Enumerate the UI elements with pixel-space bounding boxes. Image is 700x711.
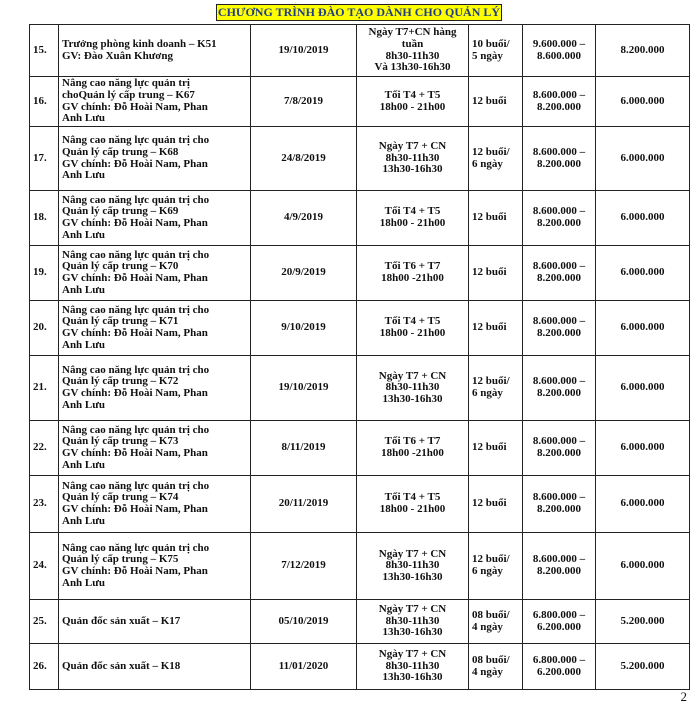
session-count: 12 buổi/ 6 ngày — [469, 533, 523, 600]
list-price: 8.600.000 – 8.200.000 — [523, 301, 596, 356]
course-name: Quản đốc sản xuất – K18 — [59, 644, 251, 690]
list-price: 8.600.000 – 8.200.000 — [523, 533, 596, 600]
row-number: 17. — [30, 127, 59, 191]
schedule-time: Tối T6 + T7 18h00 -21h00 — [357, 421, 469, 476]
table-row — [30, 246, 690, 301]
course-name: Nâng cao năng lực quản trị cho Quản lý cấp trung – K70 GV chính: Đỗ Hoài Nam, Phan Anh Lưu — [59, 246, 251, 301]
start-date: 19/10/2019 — [251, 356, 357, 421]
discount-price: 6.000.000 — [596, 246, 690, 301]
discount-price: 6.000.000 — [596, 533, 690, 600]
start-date: 05/10/2019 — [251, 600, 357, 644]
schedule-time: Tối T4 + T5 18h00 - 21h00 — [357, 191, 469, 246]
course-name: Nâng cao năng lực quản trị cho Quản lý cấp trung – K72 GV chính: Đỗ Hoài Nam, Phan Anh Lưu — [59, 356, 251, 421]
course-schedule-table — [29, 24, 690, 690]
schedule-time: Tối T6 + T7 18h00 -21h00 — [357, 246, 469, 301]
list-price: 8.600.000 – 8.200.000 — [523, 127, 596, 191]
row-number: 24. — [30, 533, 59, 600]
session-count: 12 buổi/ 6 ngày — [469, 356, 523, 421]
discount-price: 6.000.000 — [596, 476, 690, 533]
table-row — [30, 476, 690, 533]
schedule-time: Tối T4 + T5 18h00 - 21h00 — [357, 476, 469, 533]
discount-price: 8.200.000 — [596, 25, 690, 77]
session-count: 12 buổi — [469, 421, 523, 476]
start-date: 9/10/2019 — [251, 301, 357, 356]
list-price: 8.600.000 – 8.200.000 — [523, 356, 596, 421]
schedule-time: Tối T4 + T5 18h00 - 21h00 — [357, 77, 469, 127]
course-name: Nâng cao năng lực quản trị cho Quản lý cấp trung – K73 GV chính: Đỗ Hoài Nam, Phan Anh Lưu — [59, 421, 251, 476]
session-count: 12 buổi — [469, 301, 523, 356]
list-price: 8.600.000 – 8.200.000 — [523, 421, 596, 476]
page-title: CHƯƠNG TRÌNH ĐÀO TẠO DÀNH CHO QUẢN LÝ — [217, 5, 501, 19]
table-row — [30, 127, 690, 191]
schedule-time: Ngày T7 + CN 8h30-11h30 13h30-16h30 — [357, 127, 469, 191]
discount-price: 6.000.000 — [596, 191, 690, 246]
list-price: 8.600.000 – 8.200.000 — [523, 476, 596, 533]
course-name: Nâng cao năng lực quản trị cho Quản lý cấp trung – K68 GV chính: Đỗ Hoài Nam, Phan Anh Lưu — [59, 127, 251, 191]
start-date: 4/9/2019 — [251, 191, 357, 246]
table-row — [30, 191, 690, 246]
table-row — [30, 301, 690, 356]
discount-price: 5.200.000 — [596, 644, 690, 690]
session-count: 12 buổi — [469, 77, 523, 127]
table-row — [30, 421, 690, 476]
row-number: 19. — [30, 246, 59, 301]
course-name: Nâng cao năng lực quản trị cho Quản lý cấp trung – K69 GV chính: Đỗ Hoài Nam, Phan Anh Lưu — [59, 191, 251, 246]
page-number: 2 — [680, 689, 687, 704]
list-price: 6.800.000 – 6.200.000 — [523, 600, 596, 644]
table-row — [30, 600, 690, 644]
row-number: 16. — [30, 77, 59, 127]
start-date: 24/8/2019 — [251, 127, 357, 191]
start-date: 19/10/2019 — [251, 25, 357, 77]
discount-price: 6.000.000 — [596, 356, 690, 421]
row-number: 21. — [30, 356, 59, 421]
course-name: Nâng cao năng lực quản trị cho Quản lý cấp trung – K71 GV chính: Đỗ Hoài Nam, Phan Anh Lưu — [59, 301, 251, 356]
course-name: Nâng cao năng lực quản trị cho Quản lý cấp trung – K74 GV chính: Đỗ Hoài Nam, Phan Anh Lưu — [59, 476, 251, 533]
table-row — [30, 25, 690, 77]
list-price: 6.800.000 – 6.200.000 — [523, 644, 596, 690]
row-number: 23. — [30, 476, 59, 533]
session-count: 12 buổi/ 6 ngày — [469, 127, 523, 191]
table-row — [30, 356, 690, 421]
session-count: 12 buổi — [469, 476, 523, 533]
list-price: 8.600.000 – 8.200.000 — [523, 246, 596, 301]
schedule-time: Ngày T7 + CN 8h30-11h30 13h30-16h30 — [357, 644, 469, 690]
start-date: 20/9/2019 — [251, 246, 357, 301]
list-price: 8.600.000 – 8.200.000 — [523, 191, 596, 246]
discount-price: 6.000.000 — [596, 127, 690, 191]
session-count: 12 buổi — [469, 191, 523, 246]
course-name: Quản đốc sản xuất – K17 — [59, 600, 251, 644]
list-price: 9.600.000 – 8.600.000 — [523, 25, 596, 77]
session-count: 12 buổi — [469, 246, 523, 301]
discount-price: 6.000.000 — [596, 301, 690, 356]
row-number: 25. — [30, 600, 59, 644]
schedule-time: Ngày T7+CN hàng tuần 8h30-11h30 Và 13h30-16h30 — [357, 25, 469, 77]
row-number: 18. — [30, 191, 59, 246]
start-date: 11/01/2020 — [251, 644, 357, 690]
start-date: 20/11/2019 — [251, 476, 357, 533]
start-date: 7/8/2019 — [251, 77, 357, 127]
course-name: Nâng cao năng lực quản trị cho Quản lý cấp trung – K75 GV chính: Đỗ Hoài Nam, Phan Anh Lưu — [59, 533, 251, 600]
schedule-time: Tối T4 + T5 18h00 - 21h00 — [357, 301, 469, 356]
row-number: 15. — [30, 25, 59, 77]
discount-price: 6.000.000 — [596, 421, 690, 476]
row-number: 20. — [30, 301, 59, 356]
schedule-time: Ngày T7 + CN 8h30-11h30 13h30-16h30 — [357, 356, 469, 421]
discount-price: 6.000.000 — [596, 77, 690, 127]
row-number: 26. — [30, 644, 59, 690]
schedule-time: Ngày T7 + CN 8h30-11h30 13h30-16h30 — [357, 600, 469, 644]
session-count: 10 buổi/ 5 ngày — [469, 25, 523, 77]
course-name: Trưởng phòng kinh doanh – K51 GV: Đào Xuân Khương — [59, 25, 251, 77]
schedule-time: Ngày T7 + CN 8h30-11h30 13h30-16h30 — [357, 533, 469, 600]
course-name: Nâng cao năng lực quản trị choQuản lý cấp trung – K67 GV chính: Đỗ Hoài Nam, Phan Anh Lưu — [59, 77, 251, 127]
table-row — [30, 644, 690, 690]
session-count: 08 buổi/ 4 ngày — [469, 644, 523, 690]
start-date: 7/12/2019 — [251, 533, 357, 600]
table-row — [30, 533, 690, 600]
session-count: 08 buổi/ 4 ngày — [469, 600, 523, 644]
row-number: 22. — [30, 421, 59, 476]
table-row — [30, 77, 690, 127]
start-date: 8/11/2019 — [251, 421, 357, 476]
list-price: 8.600.000 – 8.200.000 — [523, 77, 596, 127]
discount-price: 5.200.000 — [596, 600, 690, 644]
